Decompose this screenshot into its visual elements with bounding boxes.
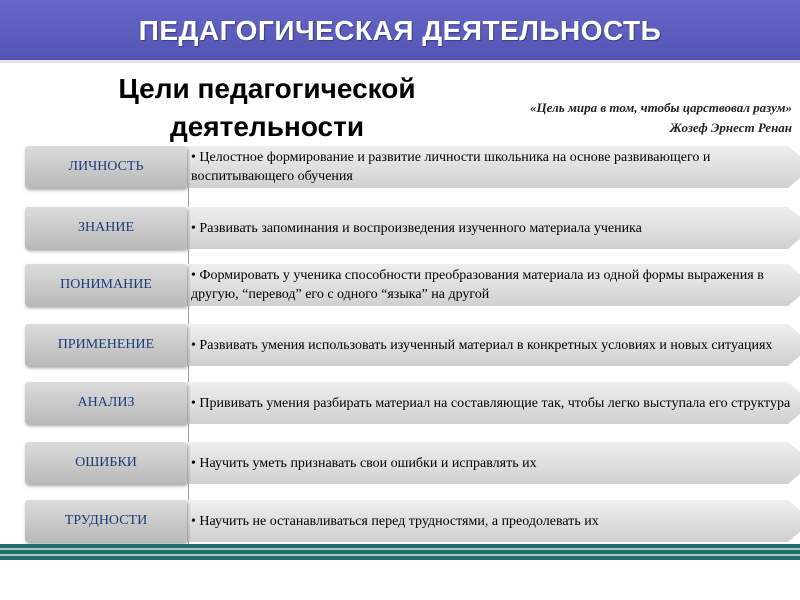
- footer-stripe: [0, 548, 800, 550]
- goal-row-lichnost: [25, 146, 795, 188]
- goal-label: ПРИМЕНЕНИЕ: [57, 337, 155, 352]
- epigraph-author: Жозеф Эрнест Ренан: [669, 120, 792, 135]
- goal-description: • Развивать запоминания и воспроизведения изученного материала ученика: [191, 220, 642, 236]
- slide-subtitle: Цели педагогической деятельности: [118, 73, 416, 142]
- goal-description: • Формировать у ученика способности преобразования материала из одной формы выражения в другую, “перевод” его с одного “языка” на другой: [191, 268, 764, 302]
- epigraph-text: «Цель мира в том, чтобы царствовал разум»: [530, 100, 792, 115]
- goal-label: АНАЛИЗ: [77, 395, 135, 410]
- goal-row-analiz: [25, 382, 795, 424]
- goal-description: • Развивать умения использовать изученный материал в конкретных условиях и новых ситуациях: [191, 337, 773, 353]
- goal-row-trudnosti: [25, 500, 795, 542]
- goal-label: ОШИБКИ: [75, 455, 137, 470]
- goal-label: ЛИЧНОСТЬ: [68, 159, 144, 174]
- goal-description: • Целостное формирование и развитие личности школьника на основе развивающего и воспитывающего обучения: [191, 150, 711, 184]
- goal-label: ПОНИМАНИЕ: [60, 277, 152, 292]
- goal-description: • Научить уметь признавать свои ошибки и исправлять их: [191, 455, 537, 471]
- goal-row-ponimanie: [25, 264, 795, 306]
- banner-underline: [0, 60, 800, 63]
- goal-description: • Научить не останавливаться перед трудностями, а преодолевать их: [191, 513, 599, 529]
- page-title: ПЕДАГОГИЧЕСКАЯ ДЕЯТЕЛЬНОСТЬ: [138, 15, 662, 46]
- goal-label: ТРУДНОСТИ: [64, 513, 148, 528]
- goal-description: • Прививать умения разбирать материал на составляющие так, чтобы легко выступала его структура: [191, 395, 791, 411]
- goal-row-oshibki: [25, 442, 795, 484]
- goal-row-primenenie: [25, 324, 795, 366]
- epigraph: [462, 98, 792, 138]
- footer-stripe: [0, 554, 800, 556]
- footer-band: [0, 544, 800, 560]
- goal-row-znanie: [25, 207, 795, 249]
- goal-label: ЗНАНИЕ: [77, 220, 134, 235]
